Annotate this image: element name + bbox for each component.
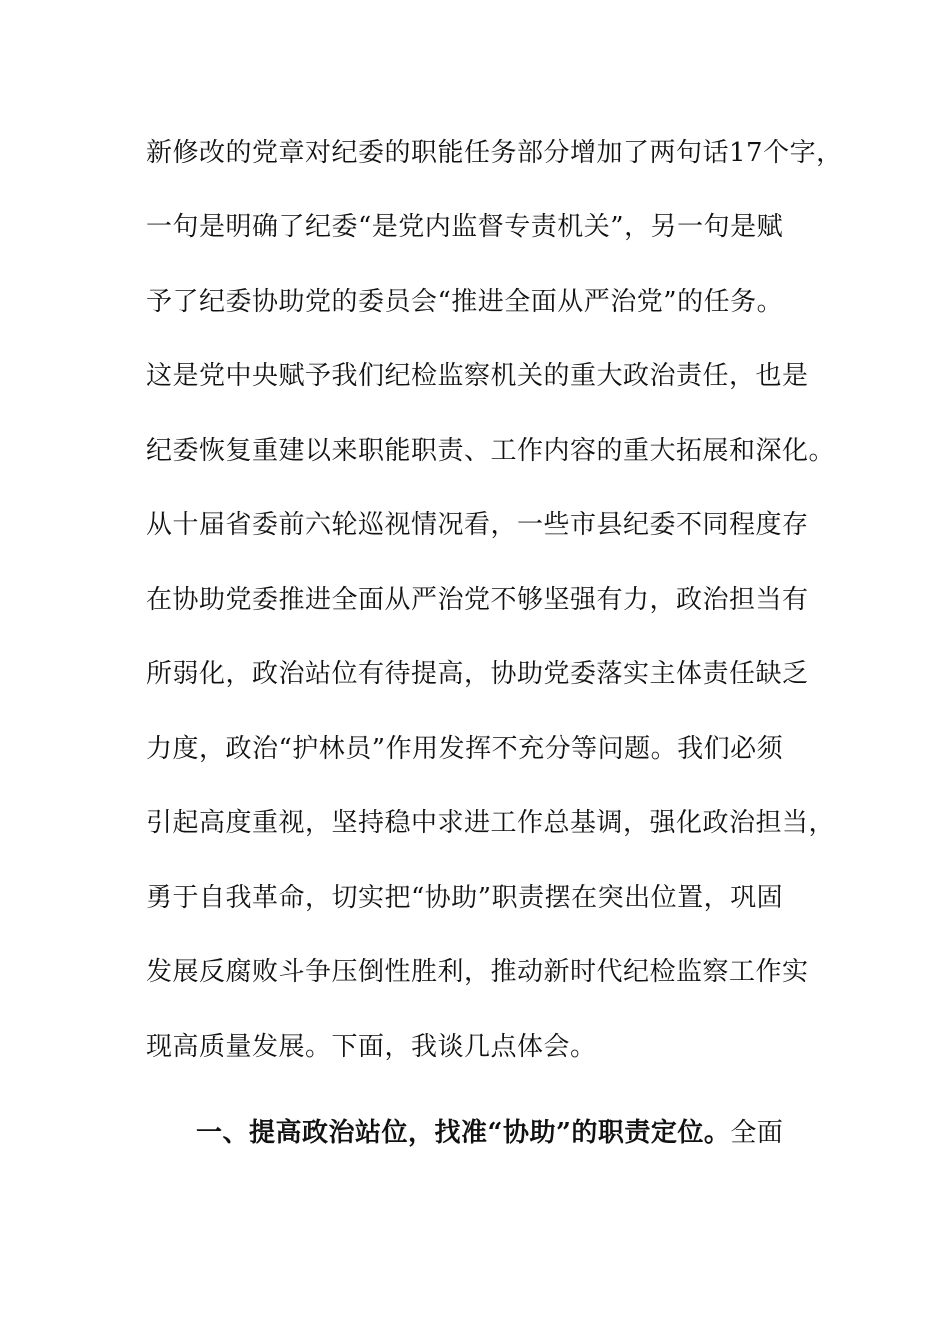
paragraph-line-2: 一句是明确了纪委“是党内监督专责机关”，另一句是赋	[146, 212, 784, 242]
paragraph-line-13: 现高质量发展。下面，我谈几点体会。	[146, 1032, 597, 1062]
paragraph-line-5: 纪委恢复重建以来职能职责、工作内容的重大拓展和深化。	[146, 436, 836, 466]
section-heading-title: 一、提高政治站位，找准“协助”的职责定位。	[196, 1118, 731, 1148]
paragraph-line-3: 予了纪委协助党的委员会“推进全面从严治党”的任务。	[146, 287, 784, 317]
section-heading	[196, 1115, 816, 1151]
paragraph-line-7: 在协助党委推进全面从严治党不够坚强有力，政治担当有	[146, 585, 809, 615]
paragraph-line-6: 从十届省委前六轮巡视情况看，一些市县纪委不同程度存	[146, 510, 809, 540]
paragraph-line-12: 发展反腐败斗争压倒性胜利，推动新时代纪检监察工作实	[146, 957, 809, 987]
paragraph-line-9: 力度，政治“护林员”作用发挥不充分等问题。我们必须	[146, 734, 784, 764]
paragraph-line-1: 新修改的党章对纪委的职能任务部分增加了两句话17个字，	[146, 138, 843, 168]
paragraph-line-11: 勇于自我革命，切实把“协助”职责摆在突出位置，巩固	[146, 883, 784, 913]
paragraph-line-10: 引起高度重视，坚持稳中求进工作总基调，强化政治担当，	[146, 808, 836, 838]
section-heading-continuation: 全面	[730, 1118, 784, 1148]
paragraph-line-8: 所弱化，政治站位有待提高，协助党委落实主体责任缺乏	[146, 659, 809, 689]
paragraph-line-4: 这是党中央赋予我们纪检监察机关的重大政治责任，也是	[146, 361, 809, 391]
